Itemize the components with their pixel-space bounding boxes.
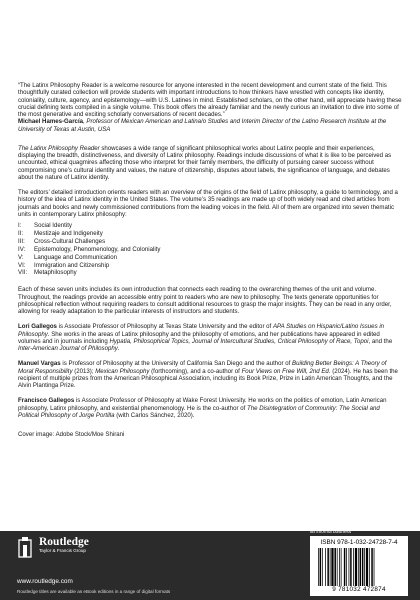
editors-intro: The editors’ detailed introduction orients readers with an overview of the origins of the field of Latinx philosophy, a guide to terminology, and a history of the idea of Latinx identity in the United States. The volume’s 35 readings are made up of both widely read and cited articles from journals and books and newly commissioned contributions from the leading voices in the field. All of them are organized into seven thematic units in contemporary Latinx philosophy: <box>18 189 398 218</box>
routledge-logo <box>16 536 89 558</box>
barcode-bar <box>371 548 373 586</box>
praise-affiliation: , Professor of Mexican American and Latina/o Studies and Interim Director of the Latino Research Institute at the University of Texas at Austin, USA <box>18 118 387 133</box>
informa-label: an informa business <box>310 529 352 534</box>
barcode-bar <box>358 548 359 586</box>
bio-lori-gallegos: Lori Gallegos is Associate Professor of Philosophy at Texas State University and the editor of APA Studies on Hispanic/Latino Issues in Philosophy. She works in the areas of Latinx philosophy and the philosophy of emotions, and her publications have appeared in edited volumes and in journals including Hypatia, Philosophical Topics, Journal of Intercultural Studies, Critical Philosophy of Race, Topoi, and the Inter-American Journal of Philosophy. <box>18 323 393 353</box>
unit-item: III: Cross-Cultural Challenges <box>18 237 106 245</box>
barcode-bar <box>353 548 354 586</box>
barcode-bar <box>369 548 370 586</box>
barcode-bar <box>364 548 365 586</box>
barcode-digits: 9 781032 472874 <box>332 586 386 593</box>
publisher-url: www.routledge.com <box>17 578 73 585</box>
barcode-bar <box>374 548 375 586</box>
bio-francisco-gallegos: Francisco Gallegos is Associate Professor of Philosophy at Wake Forest University. He works on the politics of emotion, Latin American philosophy, Latinx philosophy, and existential phenomenology. He is the co-author of The Disintegration of Community: The Social and Political Philosophy of Jorge Portilla (with Carlos Sánchez, 2020). <box>18 397 387 419</box>
ebook-note: Routledge titles are available as eBook editions in a range of digital formats <box>17 589 171 594</box>
barcode-bar <box>331 548 333 586</box>
barcode-bar <box>318 548 319 586</box>
intro-text: showcases a wide range of significant philosophical works about Latinx people and their experiences, displaying the breadth, distinctiveness, and diversity of Latinx philosophy. Readings include discussions of what it is like to be perceived as uncounted, ethical quagmires affecting those who interpret for their family members, the difficulty of pursuing career success without compromising one’s cultural identity and values, the nature of citizenship, disputes about labels, the significance of language, and debates about the nature of Latinx identity. <box>18 144 392 181</box>
intro-paragraph <box>18 145 402 181</box>
barcode-bar <box>320 548 322 586</box>
barcode-bar <box>362 548 364 586</box>
publisher-name: Routledge <box>39 536 89 548</box>
barcode-bar <box>322 548 323 586</box>
publisher-subtitle: Taylor & Francis Group <box>39 548 86 553</box>
barcode-bar <box>337 548 338 586</box>
unit-item: II: Mestizaje and Indigeneity <box>18 229 103 237</box>
routledge-tower-icon <box>16 536 34 558</box>
publisher-footer <box>0 531 420 600</box>
barcode-bar <box>366 548 368 586</box>
barcode-bar <box>355 548 357 586</box>
barcode-bar <box>346 548 347 586</box>
barcode-bar <box>360 548 362 586</box>
barcode-bar <box>341 548 342 586</box>
praise-attribution <box>18 118 402 133</box>
units-description: Each of these seven units includes its own introduction that connects each reading to the overarching themes of the unit and volume. Throughout, the readings provide an accessible entry point to readers who are new to philosophy. The texts generate opportunities for philosophical reflection without requiring readers to consult additional resources to grasp the major insights. They can be read in any order, allowing for ready adaptation to the particular interests of instructors and students. <box>18 286 392 316</box>
cover-credit: Cover image: Adobe Stock/Moe Shirani <box>18 431 125 439</box>
barcode-bar <box>330 548 331 586</box>
unit-item: I: Social Identity <box>18 222 72 229</box>
praise-author: Michael Hames-García <box>18 118 84 126</box>
isbn-barcode-box <box>310 536 408 596</box>
book-title: The Latinx Philosophy Reader <box>18 144 100 152</box>
barcode-bar <box>334 548 336 586</box>
barcode-bar <box>327 548 329 586</box>
barcode <box>316 548 402 586</box>
barcode-bar <box>325 548 326 586</box>
barcode-bar <box>339 548 340 586</box>
barcode-bar <box>349 548 350 586</box>
unit-item: IV: Epistemology, Phenomenology, and Coloniality <box>18 245 161 253</box>
isbn-label: ISBN 978-1-032-24728-7-4 <box>320 539 398 546</box>
praise-quote: “The Latinx Philosophy Reader is a welcome resource for anyone interested in the recent development and current state of the field. This thoughtfully curated collection will provide students with important introductions to how thinkers have wrestled with concepts like identity, coloniality, culture, agency, and epistemology—with U.S. Latines in mind. Established scholars, on the other hand, will appreciate having these crucial defining texts compiled in a single volume. This book offers the already familiar and the newly curious an invitation to dive into some of the most generative and exciting scholarly conversations of recent decades.” <box>18 82 402 118</box>
bio-manuel-vargas: Manuel Vargas is Professor of Philosophy at the University of California San Diego and the author of Building Better Beings: A Theory of Moral Responsibility (2013); Mexican Philosophy (forthcoming), and a co-author of Four Views on Free Will, 2nd Ed. (2024). He has been the recipient of multiple prizes from the American Philosophical Association, including its Book Prize, Prize in Latin American Thoughts, and the Alvin Plantinga Prize. <box>18 360 398 390</box>
barcode-bar <box>350 548 352 586</box>
units-list <box>18 222 402 277</box>
barcode-bar <box>344 548 346 586</box>
unit-item: VII: Metaphilosophy <box>18 269 77 277</box>
unit-item: V: Language and Communication <box>18 253 118 261</box>
unit-item: VI: Immigration and Citizenship <box>18 261 110 269</box>
